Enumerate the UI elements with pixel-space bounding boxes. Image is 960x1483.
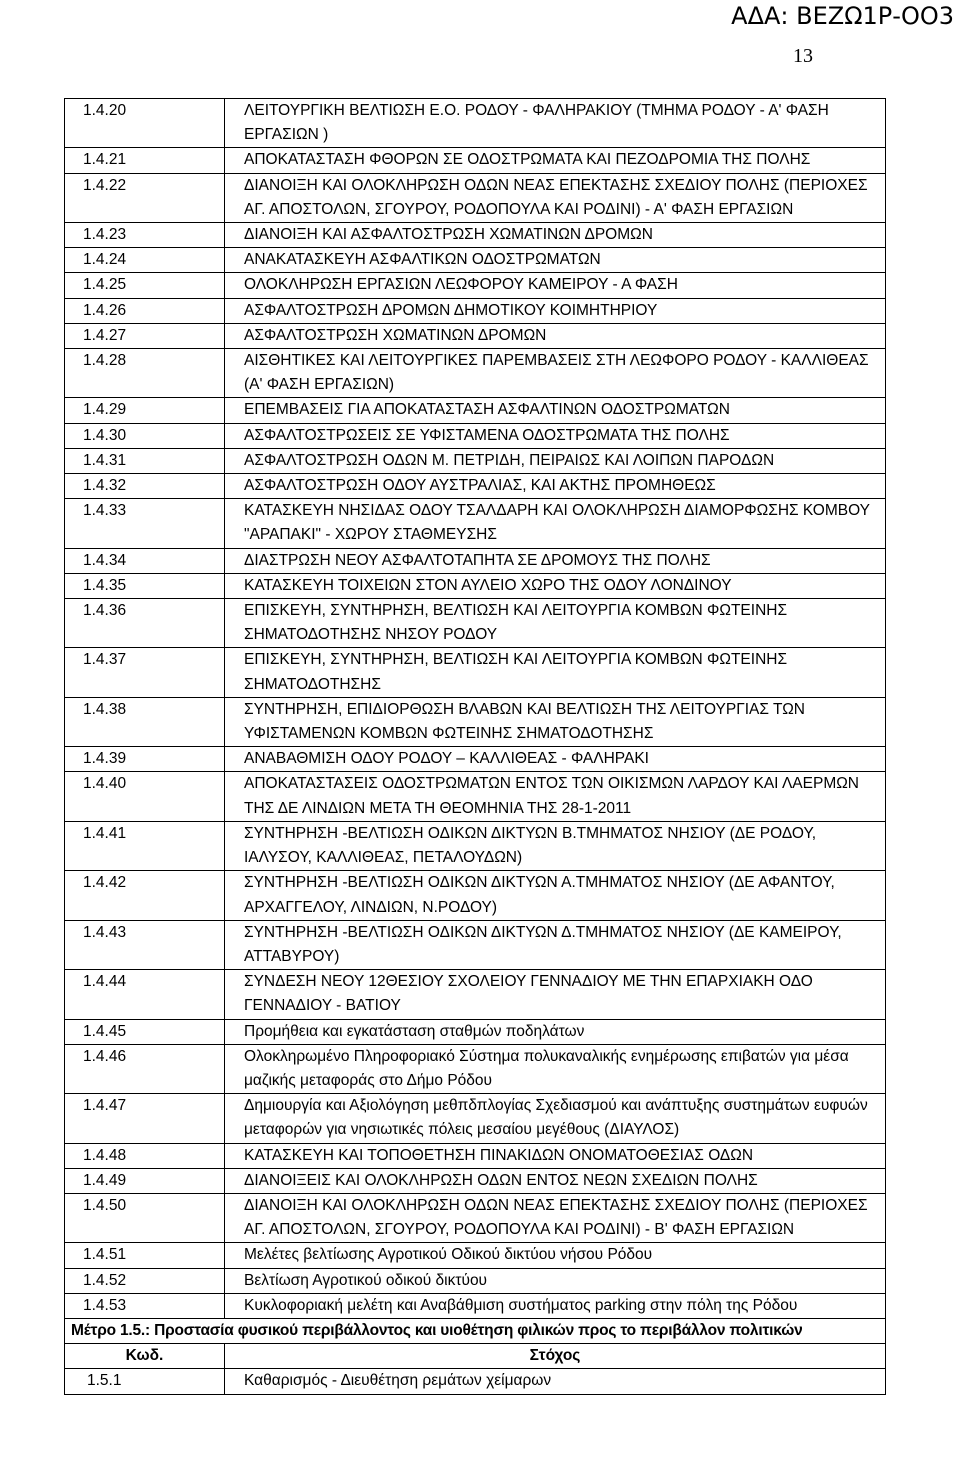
row-code: 1.4.20 (65, 99, 225, 148)
table-row (65, 1243, 886, 1268)
row-code: 1.4.40 (65, 772, 225, 821)
row-code: 1.4.53 (65, 1293, 225, 1318)
row-code: 1.4.37 (65, 648, 225, 697)
row-title: Μελέτες βελτίωσης Αγροτικού Οδικού δικτύου νήσου Ρόδου (225, 1243, 886, 1268)
page-number: 13 (793, 45, 813, 67)
column-header-row (65, 1344, 886, 1369)
row-title: Ολοκληρωμένο Πληροφοριακό Σύστημα πολυκαναλικής ενημέρωσης επιβατών για μέσα μαζικής μεταφοράς στο Δήμο Ρόδου (225, 1044, 886, 1093)
table-row (65, 1094, 886, 1143)
table-row (65, 273, 886, 298)
table-row (65, 920, 886, 969)
row-title: ΣΥΝΤΗΡΗΣΗ -ΒΕΛΤΙΩΣΗ ΟΔΙΚΩΝ ΔΙΚΤΥΩΝ Α.ΤΜΗΜΑΤΟΣ ΝΗΣΙΟΥ (ΔΕ ΑΦΑΝΤΟΥ, ΑΡΧΑΓΓΕΛΟΥ, ΛΙΝΔΙΩΝ, Ν.ΡΟΔΟΥ) (225, 871, 886, 920)
table-row (65, 298, 886, 323)
table-row (65, 248, 886, 273)
projects-rows (65, 99, 886, 1319)
row-title: ΕΠΕΜΒΑΣΕΙΣ ΓΙΑ ΑΠΟΚΑΤΑΣΤΑΣΗ ΑΣΦΑΛΤΙΝΩΝ ΟΔΟΣΤΡΩΜΑΤΩΝ (225, 398, 886, 423)
row-code: 1.4.21 (65, 148, 225, 173)
ada-watermark: ΑΔΑ: ΒΕΖΩ1Ρ-ΟΟ3 (731, 2, 954, 30)
row-code: 1.4.26 (65, 298, 225, 323)
table-row (65, 970, 886, 1019)
row-code: 1.4.27 (65, 323, 225, 348)
row-code: 1.4.39 (65, 747, 225, 772)
measure-title: Μέτρο 1.5.: Προστασία φυσικού περιβάλλοντος και υιοθέτηση φιλικών προς το περιβάλλον πολιτικών (65, 1318, 886, 1343)
row-code: 1.4.45 (65, 1019, 225, 1044)
row-title: ΛΕΙΤΟΥΡΓΙΚΗ ΒΕΛΤΙΩΣΗ Ε.Ο. ΡΟΔΟΥ - ΦΑΛΗΡΑΚΙΟΥ (ΤΜΗΜΑ ΡΟΔΟΥ - Α' ΦΑΣΗ ΕΡΓΑΣΙΩΝ ) (225, 99, 886, 148)
row-code: 1.4.41 (65, 821, 225, 870)
table-row (65, 747, 886, 772)
row-title: Προμήθεια και εγκατάσταση σταθμών ποδηλάτων (225, 1019, 886, 1044)
table-row (65, 772, 886, 821)
table-row (65, 1268, 886, 1293)
row-code: 1.4.32 (65, 474, 225, 499)
row-title: ΚΑΤΑΣΚΕΥΗ ΤΟΙΧΕΙΩΝ ΣΤΟΝ ΑΥΛΕΙΟ ΧΩΡΟ ΤΗΣ ΟΔΟΥ ΛΟΝΔΙΝΟΥ (225, 573, 886, 598)
projects-table (64, 98, 886, 1395)
row-title: ΔΙΑΝΟΙΞΗ ΚΑΙ ΑΣΦΑΛΤΟΣΤΡΩΣΗ ΧΩΜΑΤΙΝΩΝ ΔΡΟΜΩΝ (225, 223, 886, 248)
table-row (65, 1044, 886, 1093)
row-title: ΔΙΑΝΟΙΞΗ ΚΑΙ ΟΛΟΚΛΗΡΩΣΗ ΟΔΩΝ ΝΕΑΣ ΕΠΕΚΤΑΣΗΣ ΣΧΕΔΙΟΥ ΠΟΛΗΣ (ΠΕΡΙΟΧΕΣ ΑΓ. ΑΠΟΣΤΟΛΩΝ, ΣΓΟΥΡΟΥ, ΡΟΔΟΠΟΥΛΑ ΚΑΙ ΡΟΔΙΝΙ) - Β' ΦΑΣΗ ΕΡΓΑΣΙΩΝ (225, 1193, 886, 1242)
row-title: ΣΥΝΤΗΡΗΣΗ, ΕΠΙΔΙΟΡΘΩΣΗ ΒΛΑΒΩΝ ΚΑΙ ΒΕΛΤΙΩΣΗ ΤΗΣ ΛΕΙΤΟΥΡΓΙΑΣ ΤΩΝ ΥΦΙΣΤΑΜΕΝΩΝ ΚΟΜΒΩΝ ΦΩΤΕΙΝΗΣ ΣΗΜΑΤΟΔΟΤΗΣΗΣ (225, 697, 886, 746)
row-code: 1.4.52 (65, 1268, 225, 1293)
column-header-goal: Στόχος (225, 1344, 886, 1369)
row-title: ΕΠΙΣΚΕΥΗ, ΣΥΝΤΗΡΗΣΗ, ΒΕΛΤΙΩΣΗ ΚΑΙ ΛΕΙΤΟΥΡΓΙΑ ΚΟΜΒΩΝ ΦΩΤΕΙΝΗΣ ΣΗΜΑΤΟΔΟΤΗΣΗΣ ΝΗΣΟΥ ΡΟΔΟΥ (225, 599, 886, 648)
row-title: Βελτίωση Αγροτικού οδικού δικτύου (225, 1268, 886, 1293)
row-code: 1.4.23 (65, 223, 225, 248)
row-code: 1.4.50 (65, 1193, 225, 1242)
table-row (65, 223, 886, 248)
row-code: 1.4.48 (65, 1143, 225, 1168)
row-code: 1.4.34 (65, 548, 225, 573)
row-title: ΟΛΟΚΛΗΡΩΣΗ ΕΡΓΑΣΙΩΝ ΛΕΩΦΟΡΟΥ ΚΑΜΕΙΡΟΥ - Α ΦΑΣΗ (225, 273, 886, 298)
table-row (65, 1168, 886, 1193)
row-title: Καθαρισμός - Διευθέτηση ρεμάτων χείμαρων (225, 1369, 886, 1394)
row-title: Κυκλοφοριακή μελέτη και Αναβάθμιση συστήματος parking στην πόλη της Ρόδου (225, 1293, 886, 1318)
table-row (65, 173, 886, 222)
row-title: ΔΙΑΝΟΙΞΗ ΚΑΙ ΟΛΟΚΛΗΡΩΣΗ ΟΔΩΝ ΝΕΑΣ ΕΠΕΚΤΑΣΗΣ ΣΧΕΔΙΟΥ ΠΟΛΗΣ (ΠΕΡΙΟΧΕΣ ΑΓ. ΑΠΟΣΤΟΛΩΝ, ΣΓΟΥΡΟΥ, ΡΟΔΟΠΟΥΛΑ ΚΑΙ ΡΟΔΙΝΙ) - Α' ΦΑΣΗ ΕΡΓΑΣΙΩΝ (225, 173, 886, 222)
table-row (65, 99, 886, 148)
row-title: ΑΙΣΘΗΤΙΚΕΣ ΚΑΙ ΛΕΙΤΟΥΡΓΙΚΕΣ ΠΑΡΕΜΒΑΣΕΙΣ ΣΤΗ ΛΕΩΦΟΡΟ ΡΟΔΟΥ - ΚΑΛΛΙΘΕΑΣ (Α' ΦΑΣΗ ΕΡΓΑΣΙΩΝ) (225, 349, 886, 398)
row-code: 1.4.29 (65, 398, 225, 423)
row-code: 1.4.24 (65, 248, 225, 273)
table-row (65, 349, 886, 398)
table-row (65, 423, 886, 448)
table-row (65, 1369, 886, 1394)
row-title: ΣΥΝΤΗΡΗΣΗ -ΒΕΛΤΙΩΣΗ ΟΔΙΚΩΝ ΔΙΚΤΥΩΝ Δ.ΤΜΗΜΑΤΟΣ ΝΗΣΙΟΥ (ΔΕ ΚΑΜΕΙΡΟΥ, ΑΤΤΑΒΥΡΟΥ) (225, 920, 886, 969)
row-title: ΚΑΤΑΣΚΕΥΗ ΚΑΙ ΤΟΠΟΘΕΤΗΣΗ ΠΙΝΑΚΙΔΩΝ ΟΝΟΜΑΤΟΘΕΣΙΑΣ ΟΔΩΝ (225, 1143, 886, 1168)
row-title: ΑΠΟΚΑΤΑΣΤΑΣΗ ΦΘΟΡΩΝ ΣΕ ΟΔΟΣΤΡΩΜΑΤΑ ΚΑΙ ΠΕΖΟΔΡΟΜΙΑ ΤΗΣ ΠΟΛΗΣ (225, 148, 886, 173)
row-title: ΔΙΑΣΤΡΩΣΗ ΝΕΟΥ ΑΣΦΑΛΤΟΤΑΠΗΤΑ ΣΕ ΔΡΟΜΟΥΣ ΤΗΣ ΠΟΛΗΣ (225, 548, 886, 573)
row-title: ΣΥΝΔΕΣΗ ΝΕΟΥ 12ΘΕΣΙΟΥ ΣΧΟΛΕΙΟΥ ΓΕΝΝΑΔΙΟΥ ΜΕ ΤΗΝ ΕΠΑΡΧΙΑΚΗ ΟΔΟ ΓΕΝΝΑΔΙΟΥ - ΒΑΤΙΟΥ (225, 970, 886, 1019)
row-code: 1.4.30 (65, 423, 225, 448)
table-row (65, 1019, 886, 1044)
row-code: 1.4.51 (65, 1243, 225, 1268)
row-title: ΔΙΑΝΟΙΞΕΙΣ ΚΑΙ ΟΛΟΚΛΗΡΩΣΗ ΟΔΩΝ ΕΝΤΟΣ ΝΕΩΝ ΣΧΕΔΙΩΝ ΠΟΛΗΣ (225, 1168, 886, 1193)
row-code: 1.4.49 (65, 1168, 225, 1193)
table-row (65, 474, 886, 499)
row-code: 1.4.47 (65, 1094, 225, 1143)
row-code: 1.4.43 (65, 920, 225, 969)
column-header-code: Κωδ. (65, 1344, 225, 1369)
row-title: ΣΥΝΤΗΡΗΣΗ -ΒΕΛΤΙΩΣΗ ΟΔΙΚΩΝ ΔΙΚΤΥΩΝ Β.ΤΜΗΜΑΤΟΣ ΝΗΣΙΟΥ (ΔΕ ΡΟΔΟΥ, ΙΑΛΥΣΟΥ, ΚΑΛΛΙΘΕΑΣ, ΠΕΤΑΛΟΥΔΩΝ) (225, 821, 886, 870)
row-title: ΑΝΑΚΑΤΑΣΚΕΥΗ ΑΣΦΑΛΤΙΚΩΝ ΟΔΟΣΤΡΩΜΑΤΩΝ (225, 248, 886, 273)
row-code: 1.4.38 (65, 697, 225, 746)
table-row (65, 499, 886, 548)
row-title: ΑΣΦΑΛΤΟΣΤΡΩΣΗ ΟΔΟΥ ΑΥΣΤΡΑΛΙΑΣ, ΚΑΙ ΑΚΤΗΣ ΠΡΟΜΗΘΕΩΣ (225, 474, 886, 499)
table-row (65, 599, 886, 648)
row-code: 1.4.42 (65, 871, 225, 920)
table-row (65, 398, 886, 423)
table-row (65, 448, 886, 473)
row-code: 1.4.33 (65, 499, 225, 548)
row-title: ΚΑΤΑΣΚΕΥΗ ΝΗΣΙΔΑΣ ΟΔΟΥ ΤΣΑΛΔΑΡΗ ΚΑΙ ΟΛΟΚΛΗΡΩΣΗ ΔΙΑΜΟΡΦΩΣΗΣ ΚΟΜΒΟΥ "ΑΡΑΠΑΚΙ" - ΧΩΡΟΥ ΣΤΑΘΜΕΥΣΗΣ (225, 499, 886, 548)
row-title: ΑΣΦΑΛΤΟΣΤΡΩΣΗ ΧΩΜΑΤΙΝΩΝ ΔΡΟΜΩΝ (225, 323, 886, 348)
row-code: 1.4.44 (65, 970, 225, 1019)
row-title: ΕΠΙΣΚΕΥΗ, ΣΥΝΤΗΡΗΣΗ, ΒΕΛΤΙΩΣΗ ΚΑΙ ΛΕΙΤΟΥΡΓΙΑ ΚΟΜΒΩΝ ΦΩΤΕΙΝΗΣ ΣΗΜΑΤΟΔΟΤΗΣΗΣ (225, 648, 886, 697)
row-code: 1.5.1 (65, 1369, 225, 1394)
row-code: 1.4.28 (65, 349, 225, 398)
table-row (65, 548, 886, 573)
row-code: 1.4.46 (65, 1044, 225, 1093)
table-row (65, 323, 886, 348)
row-code: 1.4.22 (65, 173, 225, 222)
table-row (65, 821, 886, 870)
measure-row (65, 1318, 886, 1343)
row-code: 1.4.35 (65, 573, 225, 598)
table-row (65, 1193, 886, 1242)
row-title: ΑΠΟΚΑΤΑΣΤΑΣΕΙΣ ΟΔΟΣΤΡΩΜΑΤΩΝ ΕΝΤΟΣ ΤΩΝ ΟΙΚΙΣΜΩΝ ΛΑΡΔΟΥ ΚΑΙ ΛΑΕΡΜΩΝ ΤΗΣ ΔΕ ΛΙΝΔΙΩΝ ΜΕΤΑ ΤΗ ΘΕΟΜΗΝΙΑ ΤΗΣ 28-1-2011 (225, 772, 886, 821)
table-row (65, 1293, 886, 1318)
row-title: ΑΣΦΑΛΤΟΣΤΡΩΣΕΙΣ ΣΕ ΥΦΙΣΤΑΜΕΝΑ ΟΔΟΣΤΡΩΜΑΤΑ ΤΗΣ ΠΟΛΗΣ (225, 423, 886, 448)
row-title: ΑΝΑΒΑΘΜΙΣΗ ΟΔΟΥ ΡΟΔΟΥ – ΚΑΛΛΙΘΕΑΣ - ΦΑΛΗΡΑΚΙ (225, 747, 886, 772)
row-code: 1.4.25 (65, 273, 225, 298)
table-row (65, 648, 886, 697)
row-code: 1.4.36 (65, 599, 225, 648)
table-row (65, 871, 886, 920)
table-row (65, 148, 886, 173)
row-title: ΑΣΦΑΛΤΟΣΤΡΩΣΗ ΔΡΟΜΩΝ ΔΗΜΟΤΙΚΟΥ ΚΟΙΜΗΤΗΡΙΟΥ (225, 298, 886, 323)
row-title: Δημιουργία και Αξιολόγηση μεθπδπλογίας Σχεδιασμού και ανάπτυξης συστημάτων ευφυών μεταφορών για νησιωτικές πόλεις μεσαίου μεγέθους (ΔΙΑΥΛΟΣ) (225, 1094, 886, 1143)
row-title: ΑΣΦΑΛΤΟΣΤΡΩΣΗ ΟΔΩΝ Μ. ΠΕΤΡΙΔΗ, ΠΕΙΡΑΙΩΣ ΚΑΙ ΛΟΙΠΩΝ ΠΑΡΟΔΩΝ (225, 448, 886, 473)
row-code: 1.4.31 (65, 448, 225, 473)
table-row (65, 1143, 886, 1168)
table-row (65, 573, 886, 598)
table-row (65, 697, 886, 746)
